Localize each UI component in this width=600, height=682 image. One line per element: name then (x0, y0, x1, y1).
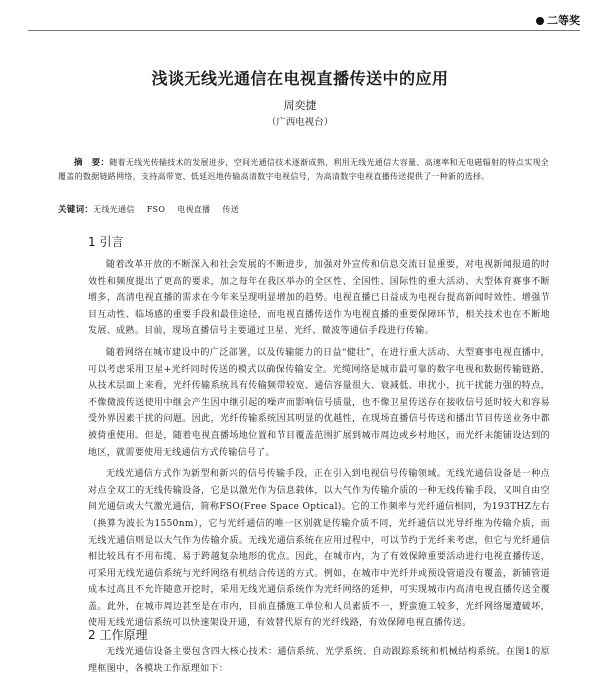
keywords-label: 关键词： (58, 205, 94, 215)
paragraph: 随着网络在城市建设中的广泛部署，以及传输能力的日益“健壮”，在进行重大活动、大型赛事电视直播中，可以考虑采用卫星+光纤同时传送的模式以确保传输安全。光缆网络是城市最可靠的数字电视和数据传输链路，从技术层面上来看，光纤传输系统具有传输频带较宽、通信容量很大、衰减低、串扰小，抗干扰能力强的特点，不像微波传送使用中继会产生因中继引起的噪声而影响信号质量，也不像卫星传送存在接收信号延时较大和容易受外界因素干扰的问题。因此，光纤传输系统因其明显的优越性，在现场直播信号传送和播出节目传送业务中都被倚重使用。但是，随着电视直播场地位置和节目覆盖范围扩展到城市周边或乡村地区，而光纤未能铺设达到的地区，就需要使用无线通信方式传输信号了。 (88, 347, 550, 458)
header-rule (28, 30, 580, 31)
paragraph: 无线光通信方式作为新型和新兴的信号传输手段，正在引入到电视信号传输领域。无线光通信设备是一种点对点全双工的无线传输设备，它是以激光作为信息载体，以大气作为传输介质的一种无线传输手段，又叫自由空间光通信或大气激光通信，简称FSO(Free Space Optical)。它的工作频率与光纤通信相同，为193THZ左右（换算为波长为1550nm），它与光纤通信的唯一区别就是传输介质不同，光纤通信以光导纤维为传输介质，而无线光通信则是以大气作为传输介质。无线光通信系统在应用过程中，可以节约于光纤来考虑，但它与光纤通信相比较具有不用布缆、易于跨越复杂地形的优点。因此，在城市内，为了有效保障重要活动进行电视直播传送，可采用无线光通信系统与光纤网络有机结合传送的方式。例如，在城市中光纤并或预设管道没有覆盖，新铺管道成本过高且不允许随意开挖时，采用无线光通信系统作为光纤网络的延伸，可实现城市内高清电视直播传送全覆盖。此外，在城市周边甚至是在市内，目前直播施工单位和人员素质不一，野蛮施工较多，光纤网络屡遭破坏，使用无线光通信系统可以快速架设开通，有效替代原有的光纤线路，有效保障电视直播传送。 (88, 469, 550, 629)
section-body-principle (88, 644, 550, 682)
award-tag (536, 12, 580, 28)
section-body-intro (88, 257, 550, 637)
paper-affiliation: （广西电视台） (266, 117, 334, 128)
abstract-text: 随着无线光传输技术的发展进步，空间光通信技术逐渐成熟，利用无线光通信大容量、高速率和无电磁辐射的特点实现全覆盖的数据链路网络，支持高带宽、低延迟地传输高清数字电视信号，为高清数字电视直播传送提供了一种新的选择。 (58, 158, 550, 181)
keyword: 传送 (222, 205, 240, 214)
keyword: 电视直播 (177, 205, 211, 214)
paragraph: 无线光通信设备主要包含四大核心技术：通信系统、光学系统、自动跟踪系统和机械结构系统。在图1的原理框图中，各模块工作原理如下： (88, 647, 550, 674)
keywords (58, 203, 550, 215)
section-heading-intro: 1 引言 (88, 235, 124, 249)
keyword: FSO (146, 205, 166, 214)
paragraph: 随着改革开放的不断深入和社会发展的不断进步，加强对外宣传和信息交流日显重要，对电视新闻报道的时效性和频度提出了更高的要求，加之每年在我区举办的全区性、全国性、国际性的重大活动、大型体育赛事不断增多，高清电视直播的需求在今年来呈现明显增加的趋势。电视直播已日益成为电视台提高新闻时效性、增强节目互动性、临场感的重要手段和最佳途径，而电视直播传送作为电视直播的重要保障环节，相关技术也在不断地发展、成熟。目前，现场直播信号主要通过卫星、光纤、微波等通信手段进行传输。 (88, 260, 550, 337)
award-tag-label: 二等奖 (547, 14, 580, 27)
paper-title: 浅谈无线光通信在电视直播传送中的应用 (151, 69, 449, 88)
section-heading-principle: 2 工作原理 (88, 628, 148, 642)
keyword: 无线光通信 (93, 205, 135, 214)
paper-author: 周奕捷 (283, 99, 317, 112)
abstract-label: 摘 要： (74, 158, 110, 168)
bullet-icon (536, 17, 544, 25)
abstract (58, 156, 550, 184)
